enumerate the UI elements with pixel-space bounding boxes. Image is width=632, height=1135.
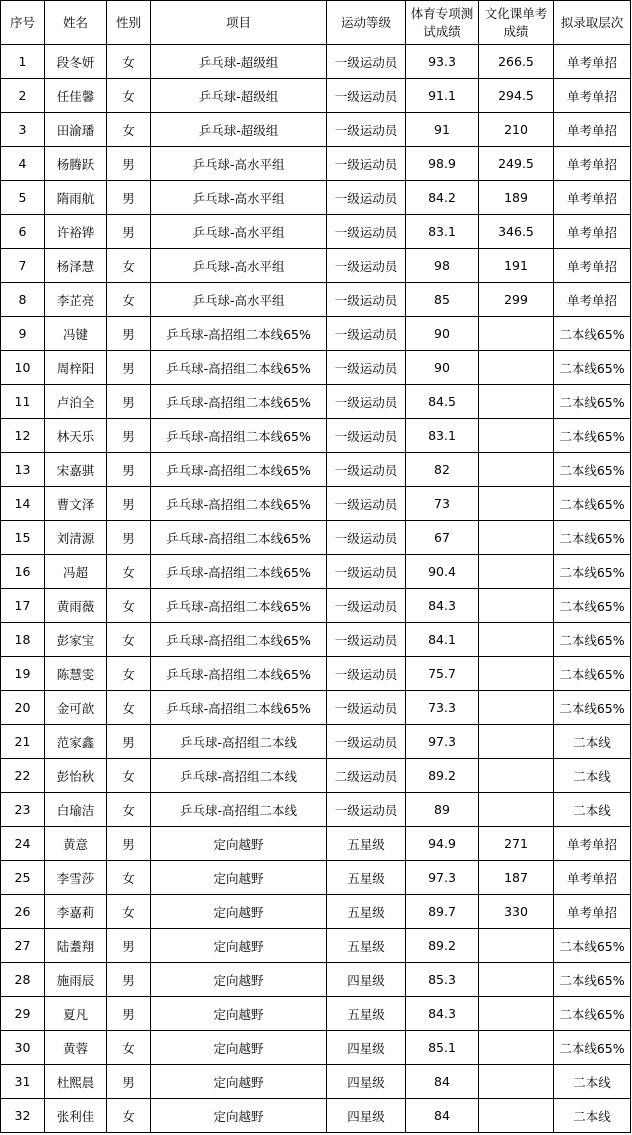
cell-sport-score: 98 [406,249,479,283]
cell-gender: 女 [107,283,151,317]
cell-admission-level: 单考单招 [554,283,631,317]
cell-event: 定向越野 [151,963,327,997]
header-culture-score: 文化课单考成绩 [479,1,554,45]
table-row [1,691,631,725]
cell-athlete-level: 一级运动员 [327,385,406,419]
cell-gender: 男 [107,929,151,963]
cell-admission-level: 二本线65% [554,623,631,657]
cell-admission-level: 二本线 [554,1099,631,1133]
cell-name: 段冬妍 [45,45,107,79]
table-row [1,317,631,351]
cell-admission-level: 二本线65% [554,997,631,1031]
cell-event: 乒乓球-高招组二本线65% [151,419,327,453]
cell-sport-score: 90.4 [406,555,479,589]
cell-event: 乒乓球-高水平组 [151,215,327,249]
cell-event: 乒乓球-高水平组 [151,283,327,317]
cell-index: 16 [1,555,45,589]
cell-culture-score [479,589,554,623]
cell-index: 27 [1,929,45,963]
cell-index: 22 [1,759,45,793]
cell-gender: 女 [107,793,151,827]
cell-index: 8 [1,283,45,317]
header-athlete-level: 运动等级 [327,1,406,45]
cell-index: 7 [1,249,45,283]
cell-gender: 女 [107,759,151,793]
cell-culture-score: 299 [479,283,554,317]
cell-gender: 女 [107,1031,151,1065]
cell-athlete-level: 一级运动员 [327,453,406,487]
cell-sport-score: 84 [406,1099,479,1133]
cell-athlete-level: 一级运动员 [327,147,406,181]
cell-admission-level: 二本线65% [554,963,631,997]
cell-gender: 女 [107,691,151,725]
cell-event: 定向越野 [151,1065,327,1099]
cell-sport-score: 85.3 [406,963,479,997]
cell-athlete-level: 一级运动员 [327,623,406,657]
cell-sport-score: 84.2 [406,181,479,215]
cell-culture-score: 210 [479,113,554,147]
cell-sport-score: 83.1 [406,215,479,249]
table-row [1,1031,631,1065]
cell-culture-score: 330 [479,895,554,929]
cell-index: 21 [1,725,45,759]
cell-name: 杜熙晨 [45,1065,107,1099]
cell-sport-score: 75.7 [406,657,479,691]
header-sport-score: 体育专项测试成绩 [406,1,479,45]
cell-gender: 男 [107,147,151,181]
cell-sport-score: 89 [406,793,479,827]
cell-event: 定向越野 [151,895,327,929]
cell-event: 乒乓球-高招组二本线 [151,793,327,827]
cell-event: 乒乓球-超级组 [151,113,327,147]
cell-athlete-level: 一级运动员 [327,249,406,283]
table-row [1,827,631,861]
cell-admission-level: 二本线65% [554,657,631,691]
cell-name: 许裕铧 [45,215,107,249]
cell-admission-level: 二本线 [554,759,631,793]
cell-athlete-level: 五星级 [327,997,406,1031]
cell-event: 乒乓球-高招组二本线65% [151,589,327,623]
cell-gender: 男 [107,317,151,351]
cell-admission-level: 单考单招 [554,147,631,181]
cell-gender: 女 [107,623,151,657]
cell-admission-level: 单考单招 [554,79,631,113]
cell-sport-score: 85.1 [406,1031,479,1065]
cell-index: 29 [1,997,45,1031]
table-row [1,759,631,793]
table-header [1,1,631,45]
cell-name: 彭怡秋 [45,759,107,793]
cell-index: 18 [1,623,45,657]
table-body [1,45,631,1133]
cell-index: 20 [1,691,45,725]
cell-sport-score: 84.1 [406,623,479,657]
table-row [1,929,631,963]
cell-culture-score [479,453,554,487]
cell-gender: 男 [107,453,151,487]
cell-admission-level: 二本线65% [554,385,631,419]
cell-sport-score: 85 [406,283,479,317]
cell-culture-score: 249.5 [479,147,554,181]
cell-index: 2 [1,79,45,113]
table-row [1,895,631,929]
cell-index: 13 [1,453,45,487]
cell-sport-score: 90 [406,317,479,351]
cell-sport-score: 93.3 [406,45,479,79]
cell-index: 6 [1,215,45,249]
cell-culture-score [479,1031,554,1065]
table-row [1,453,631,487]
cell-name: 李雪莎 [45,861,107,895]
cell-event: 定向越野 [151,861,327,895]
cell-name: 范家鑫 [45,725,107,759]
cell-event: 定向越野 [151,1031,327,1065]
cell-sport-score: 98.9 [406,147,479,181]
cell-name: 彭家宝 [45,623,107,657]
cell-culture-score [479,623,554,657]
cell-index: 11 [1,385,45,419]
cell-sport-score: 91.1 [406,79,479,113]
cell-sport-score: 84.3 [406,997,479,1031]
cell-gender: 男 [107,181,151,215]
table-row [1,113,631,147]
cell-event: 乒乓球-高水平组 [151,147,327,181]
cell-index: 14 [1,487,45,521]
cell-sport-score: 83.1 [406,419,479,453]
cell-event: 定向越野 [151,1099,327,1133]
cell-gender: 女 [107,589,151,623]
cell-event: 乒乓球-高招组二本线65% [151,385,327,419]
cell-athlete-level: 五星级 [327,827,406,861]
cell-index: 30 [1,1031,45,1065]
cell-athlete-level: 四星级 [327,1099,406,1133]
table-row [1,249,631,283]
header-name: 姓名 [45,1,107,45]
cell-athlete-level: 一级运动员 [327,793,406,827]
cell-event: 定向越野 [151,827,327,861]
cell-index: 3 [1,113,45,147]
cell-sport-score: 90 [406,351,479,385]
cell-gender: 男 [107,419,151,453]
table-row [1,181,631,215]
cell-name: 宋嘉骐 [45,453,107,487]
table-row [1,1065,631,1099]
header-event: 项目 [151,1,327,45]
cell-sport-score: 73.3 [406,691,479,725]
cell-culture-score: 266.5 [479,45,554,79]
cell-culture-score [479,1099,554,1133]
cell-name: 黄蓉 [45,1031,107,1065]
cell-index: 28 [1,963,45,997]
table-row [1,521,631,555]
cell-event: 乒乓球-高招组二本线65% [151,555,327,589]
cell-admission-level: 二本线 [554,793,631,827]
cell-admission-level: 二本线65% [554,419,631,453]
cell-culture-score: 294.5 [479,79,554,113]
cell-admission-level: 二本线 [554,725,631,759]
cell-admission-level: 二本线65% [554,1031,631,1065]
table-row [1,351,631,385]
cell-admission-level: 二本线65% [554,521,631,555]
table-row [1,147,631,181]
cell-admission-level: 单考单招 [554,895,631,929]
table-row [1,45,631,79]
cell-name: 李芷亮 [45,283,107,317]
cell-athlete-level: 一级运动员 [327,589,406,623]
cell-admission-level: 单考单招 [554,861,631,895]
cell-name: 任佳馨 [45,79,107,113]
cell-sport-score: 97.3 [406,861,479,895]
cell-admission-level: 二本线 [554,1065,631,1099]
cell-admission-level: 单考单招 [554,249,631,283]
cell-gender: 女 [107,45,151,79]
cell-gender: 男 [107,963,151,997]
cell-admission-level: 二本线65% [554,453,631,487]
cell-athlete-level: 一级运动员 [327,79,406,113]
cell-name: 曹文泽 [45,487,107,521]
cell-index: 17 [1,589,45,623]
cell-event: 乒乓球-高招组二本线65% [151,351,327,385]
cell-index: 19 [1,657,45,691]
cell-gender: 男 [107,827,151,861]
table-row [1,283,631,317]
cell-admission-level: 单考单招 [554,45,631,79]
cell-gender: 男 [107,1065,151,1099]
cell-name: 张利佳 [45,1099,107,1133]
cell-sport-score: 91 [406,113,479,147]
table-row [1,79,631,113]
cell-athlete-level: 四星级 [327,1031,406,1065]
cell-event: 乒乓球-高招组二本线65% [151,521,327,555]
cell-athlete-level: 一级运动员 [327,725,406,759]
cell-culture-score [479,997,554,1031]
cell-culture-score [479,691,554,725]
cell-athlete-level: 五星级 [327,895,406,929]
cell-admission-level: 二本线65% [554,487,631,521]
cell-name: 陈慧雯 [45,657,107,691]
table-row [1,657,631,691]
header-gender: 性别 [107,1,151,45]
cell-index: 12 [1,419,45,453]
cell-athlete-level: 一级运动员 [327,521,406,555]
table-row [1,1099,631,1133]
cell-culture-score [479,963,554,997]
cell-culture-score: 189 [479,181,554,215]
cell-sport-score: 97.3 [406,725,479,759]
cell-index: 25 [1,861,45,895]
table-row [1,555,631,589]
cell-culture-score: 187 [479,861,554,895]
cell-gender: 女 [107,79,151,113]
cell-index: 5 [1,181,45,215]
cell-name: 杨泽慧 [45,249,107,283]
header-admission-level: 拟录取层次 [554,1,631,45]
cell-sport-score: 84.3 [406,589,479,623]
cell-gender: 男 [107,997,151,1031]
cell-index: 31 [1,1065,45,1099]
cell-gender: 女 [107,895,151,929]
cell-name: 陆耋翔 [45,929,107,963]
cell-admission-level: 单考单招 [554,215,631,249]
cell-athlete-level: 一级运动员 [327,283,406,317]
cell-culture-score: 191 [479,249,554,283]
cell-athlete-level: 四星级 [327,963,406,997]
cell-index: 26 [1,895,45,929]
cell-gender: 女 [107,113,151,147]
cell-admission-level: 二本线65% [554,691,631,725]
cell-event: 乒乓球-高招组二本线65% [151,623,327,657]
cell-index: 1 [1,45,45,79]
cell-name: 隋雨航 [45,181,107,215]
cell-athlete-level: 一级运动员 [327,487,406,521]
cell-name: 李嘉莉 [45,895,107,929]
cell-gender: 男 [107,725,151,759]
cell-admission-level: 二本线65% [554,589,631,623]
cell-culture-score: 271 [479,827,554,861]
cell-event: 乒乓球-高招组二本线65% [151,691,327,725]
table-row [1,623,631,657]
cell-name: 周梓阳 [45,351,107,385]
cell-sport-score: 89.2 [406,929,479,963]
cell-event: 乒乓球-高水平组 [151,249,327,283]
table-row [1,963,631,997]
cell-athlete-level: 五星级 [327,861,406,895]
cell-athlete-level: 一级运动员 [327,317,406,351]
cell-culture-score [479,929,554,963]
cell-athlete-level: 一级运动员 [327,555,406,589]
cell-athlete-level: 二级运动员 [327,759,406,793]
cell-sport-score: 89.7 [406,895,479,929]
cell-event: 定向越野 [151,929,327,963]
cell-gender: 男 [107,215,151,249]
cell-culture-score [479,555,554,589]
cell-athlete-level: 五星级 [327,929,406,963]
cell-culture-score [479,385,554,419]
cell-index: 4 [1,147,45,181]
cell-event: 乒乓球-高招组二本线65% [151,317,327,351]
cell-name: 夏凡 [45,997,107,1031]
header-row [1,1,631,45]
cell-event: 乒乓球-高水平组 [151,181,327,215]
cell-event: 乒乓球-高招组二本线 [151,725,327,759]
cell-gender: 女 [107,249,151,283]
cell-sport-score: 89.2 [406,759,479,793]
cell-culture-score [479,759,554,793]
table-row [1,589,631,623]
cell-name: 施雨辰 [45,963,107,997]
cell-athlete-level: 一级运动员 [327,691,406,725]
cell-athlete-level: 一级运动员 [327,45,406,79]
cell-admission-level: 单考单招 [554,181,631,215]
cell-name: 刘清源 [45,521,107,555]
cell-culture-score [479,725,554,759]
cell-event: 乒乓球-超级组 [151,45,327,79]
cell-admission-level: 二本线65% [554,555,631,589]
cell-sport-score: 67 [406,521,479,555]
cell-admission-level: 单考单招 [554,113,631,147]
cell-culture-score [479,793,554,827]
cell-gender: 男 [107,521,151,555]
cell-name: 林天乐 [45,419,107,453]
table-row [1,215,631,249]
table-row [1,725,631,759]
cell-gender: 男 [107,487,151,521]
cell-sport-score: 94.9 [406,827,479,861]
cell-name: 冯键 [45,317,107,351]
cell-name: 卢泊全 [45,385,107,419]
cell-event: 乒乓球-高招组二本线 [151,759,327,793]
cell-gender: 女 [107,657,151,691]
table-row [1,385,631,419]
cell-index: 23 [1,793,45,827]
cell-gender: 女 [107,861,151,895]
cell-event: 定向越野 [151,997,327,1031]
table-row [1,487,631,521]
cell-admission-level: 二本线65% [554,317,631,351]
cell-culture-score [479,521,554,555]
cell-name: 杨腾跃 [45,147,107,181]
table-row [1,997,631,1031]
cell-event: 乒乓球-超级组 [151,79,327,113]
cell-index: 9 [1,317,45,351]
cell-event: 乒乓球-高招组二本线65% [151,453,327,487]
cell-culture-score [479,317,554,351]
cell-index: 32 [1,1099,45,1133]
cell-athlete-level: 一级运动员 [327,657,406,691]
cell-event: 乒乓球-高招组二本线65% [151,657,327,691]
cell-athlete-level: 一级运动员 [327,215,406,249]
cell-sport-score: 84.5 [406,385,479,419]
cell-name: 黄意 [45,827,107,861]
table-row [1,793,631,827]
cell-culture-score [479,657,554,691]
cell-admission-level: 二本线65% [554,929,631,963]
cell-sport-score: 84 [406,1065,479,1099]
table-row [1,861,631,895]
cell-index: 24 [1,827,45,861]
cell-culture-score: 346.5 [479,215,554,249]
cell-culture-score [479,419,554,453]
header-index: 序号 [1,1,45,45]
cell-athlete-level: 四星级 [327,1065,406,1099]
cell-sport-score: 73 [406,487,479,521]
cell-culture-score [479,487,554,521]
cell-athlete-level: 一级运动员 [327,181,406,215]
cell-index: 15 [1,521,45,555]
cell-name: 金可歆 [45,691,107,725]
cell-athlete-level: 一级运动员 [327,419,406,453]
cell-name: 黄雨薇 [45,589,107,623]
cell-admission-level: 二本线65% [554,351,631,385]
cell-gender: 女 [107,1099,151,1133]
table-row [1,419,631,453]
cell-culture-score [479,351,554,385]
cell-name: 冯超 [45,555,107,589]
cell-gender: 男 [107,385,151,419]
cell-gender: 女 [107,555,151,589]
cell-athlete-level: 一级运动员 [327,351,406,385]
cell-index: 10 [1,351,45,385]
cell-name: 白瑜洁 [45,793,107,827]
cell-culture-score [479,1065,554,1099]
cell-name: 田渝璠 [45,113,107,147]
cell-sport-score: 82 [406,453,479,487]
cell-gender: 男 [107,351,151,385]
cell-athlete-level: 一级运动员 [327,113,406,147]
cell-admission-level: 单考单招 [554,827,631,861]
cell-event: 乒乓球-高招组二本线65% [151,487,327,521]
